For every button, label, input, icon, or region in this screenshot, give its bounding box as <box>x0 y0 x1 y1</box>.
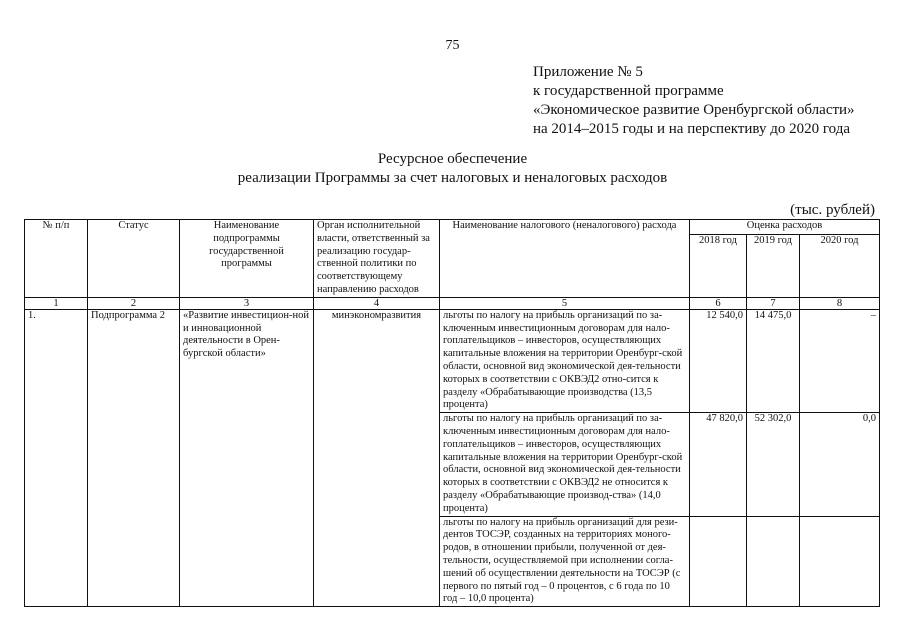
units-label: (тыс. рублей) <box>790 202 875 218</box>
title-line: Ресурсное обеспечение <box>377 151 528 167</box>
column-number: 6 <box>690 297 747 309</box>
resource-table <box>24 219 880 607</box>
value-2020: – <box>800 309 880 412</box>
column-number: 1 <box>25 297 88 309</box>
column-number: 7 <box>747 297 800 309</box>
row-subprogram: «Развитие инвестицион-ной и инновационной деятельности в Орен-бургской области» <box>180 309 314 606</box>
value-2019: 14 475,0 <box>747 309 800 412</box>
value-2020: 0,0 <box>800 413 880 516</box>
column-number: 4 <box>314 297 440 309</box>
value-2018: 12 540,0 <box>690 309 747 412</box>
document-title <box>0 150 905 188</box>
row-status: Подпрограмма 2 <box>88 309 180 606</box>
header-year-2020: 2020 год <box>800 234 880 297</box>
header-subprogram: Наименование подпрограммы государственной программы <box>180 220 314 298</box>
value-2019: 52 302,0 <box>747 413 800 516</box>
appendix-header <box>533 63 855 139</box>
header-status: Статус <box>88 220 180 298</box>
appendix-line: Приложение № 5 <box>533 64 643 80</box>
tax-expense-name: льготы по налогу на прибыль организаций для рези-дентов ТОСЭР, созданных на территориях моного-родов, в отношении прибыли, полученной от дея-тельности, осуществляемой при исполнении согла-шений об осуществлении деятельности на ТОСЭР (с первого по пятый год – 0 процентов, с 6 года по 10 год – 10,0 процента) <box>440 516 690 607</box>
row-organ: минэкономразвития <box>314 309 440 606</box>
header-organ: Орган исполнительной власти, ответственный за реализацию государ-ственной политики по соответствующему направлению расходов <box>314 220 440 298</box>
value-2018 <box>690 516 747 607</box>
header-estimate: Оценка расходов <box>690 220 880 235</box>
header-year-2019: 2019 год <box>747 234 800 297</box>
value-2018: 47 820,0 <box>690 413 747 516</box>
column-number: 2 <box>88 297 180 309</box>
column-number: 3 <box>180 297 314 309</box>
value-2020 <box>800 516 880 607</box>
column-number-row <box>25 297 880 309</box>
tax-expense-name: льготы по налогу на прибыль организаций по за-ключенным инвестиционным договорам для нало-гоплательщиков – инвесторов, осуществляющих капитальные вложения на территории Оренбург-ской области, основной вид экономической дея-тельности которых в соответствии с ОКВЭД2 отно-сится к разделу «Обрабатывающие производства (13,5 процента) <box>440 309 690 412</box>
column-number: 5 <box>440 297 690 309</box>
column-number: 8 <box>800 297 880 309</box>
appendix-line: на 2014–2015 годы и на перспективу до 2020 года <box>533 121 850 137</box>
row-num: 1. <box>25 309 88 606</box>
table-row <box>25 309 880 412</box>
title-line: реализации Программы за счет налоговых и неналоговых расходов <box>237 170 668 186</box>
page-number: 75 <box>445 38 460 53</box>
appendix-line: «Экономическое развитие Оренбургской области» <box>533 102 855 118</box>
tax-expense-name: льготы по налогу на прибыль организаций по за-ключенным инвестиционным договорам для нало-гоплательщиков – инвесторов, осуществляющих капитальные вложения на территории Оренбург-ской области, основной вид экономической дея-тельности которых в соответствии с ОКВЭД2 не относится к разделу «Обрабатывающие производ-ства» (14,0 процента) <box>440 413 690 516</box>
header-tax-name: Наименование налогового (неналогового) расхода <box>440 220 690 298</box>
header-num: № п/п <box>25 220 88 298</box>
appendix-line: к государственной программе <box>533 83 724 99</box>
value-2019 <box>747 516 800 607</box>
header-year-2018: 2018 год <box>690 234 747 297</box>
header-row <box>25 220 880 235</box>
